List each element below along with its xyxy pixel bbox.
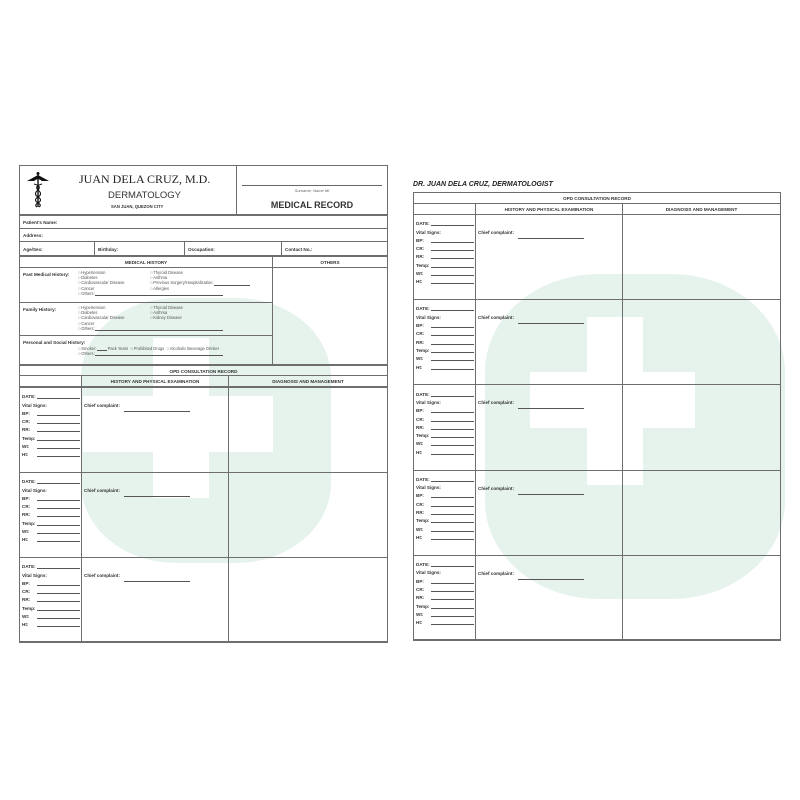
vital-field-wt[interactable] [416,438,474,446]
checkbox-cardiovascular[interactable]: ○ Cardiovascular Disease [78,280,223,285]
vital-signs-label: Vital Signs: [416,229,441,235]
family-history-options-col2 [150,305,183,321]
vital-label: CR: [416,586,425,592]
chief-complaint-field[interactable] [84,564,190,582]
vital-label: RR: [416,424,425,430]
vital-label: Wt: [22,529,30,535]
diagnosis-cell[interactable] [622,384,781,470]
vital-label: Ht: [22,622,29,628]
vital-input-line[interactable] [431,365,474,370]
vital-field-rr[interactable] [416,507,474,515]
checkbox-family-diabetes[interactable]: ○ Diabetes [78,310,223,315]
vital-label: Ht: [416,620,423,626]
vital-label: RR: [22,427,31,433]
vital-label: Wt: [416,356,424,362]
vital-label: Temp: [416,518,430,524]
vital-label: CR: [416,246,425,252]
history-exam-cell[interactable] [475,470,623,556]
date-field[interactable] [416,559,474,567]
vital-field-temp[interactable] [22,432,80,440]
vital-input-line[interactable] [431,356,474,361]
date-label: DATE: [22,564,36,570]
vital-input-line[interactable] [431,587,474,592]
vital-signs-label: Vital Signs: [416,399,441,405]
form-title: MEDICAL RECORD [270,200,354,210]
diagnosis-header: DIAGNOSIS AND MANAGEMENT [228,375,388,387]
specialty: DERMATOLOGY [108,190,182,201]
date-label: DATE: [416,306,430,312]
vital-label: RR: [416,254,425,260]
vital-label: BP: [416,237,424,243]
vital-input-line[interactable] [431,493,474,498]
vital-label: Temp: [416,433,430,439]
doctor-name: JUAN DELA CRUZ, M.D. [79,172,211,186]
chief-complaint-line[interactable] [518,235,584,239]
vital-label: Wt: [416,271,424,277]
history-exam-cell[interactable] [81,387,229,473]
vital-field-temp[interactable] [416,430,474,438]
vital-label: RR: [22,597,31,603]
chief-complaint-label: Chief complaint: [84,573,120,578]
vital-field-bp[interactable] [416,575,474,583]
vital-input-line[interactable] [431,340,474,345]
vitals-cell [413,555,476,641]
vital-field-cr[interactable] [416,413,474,421]
vital-input-line[interactable] [37,419,80,424]
vital-field-wt[interactable] [416,353,474,361]
vitals-cell [413,470,476,556]
vital-label: Ht: [416,449,423,455]
vital-input-line[interactable] [431,441,474,446]
date-field[interactable] [416,388,474,396]
vital-label: CR: [22,504,31,510]
vital-label: Ht: [416,534,423,540]
chief-complaint-label: Chief complaint: [84,488,120,493]
vital-input-line[interactable] [37,427,80,432]
vital-input-line[interactable] [431,263,474,268]
diagnosis-header: DIAGNOSIS AND MANAGEMENT [622,203,781,215]
checkbox-family-cancer[interactable]: ○ Cancer [78,321,223,326]
patient-name-line[interactable] [242,185,382,186]
opd-blank-header [19,375,82,387]
vital-label: Ht: [22,537,29,543]
vital-field-temp[interactable] [22,602,80,610]
checkbox-hypertension[interactable]: ○ Hypertension [78,270,223,275]
checkbox-thyroid[interactable]: ○ Thyroid Disease [150,270,250,275]
vital-field-wt[interactable] [22,441,80,449]
vital-input-line[interactable] [431,348,474,353]
vital-label: Wt: [22,614,30,620]
vital-input-line[interactable] [37,622,80,627]
vital-input-line[interactable] [37,597,80,602]
date-input-line[interactable] [431,392,474,397]
vital-label: BP: [416,578,424,584]
others-notes-box[interactable] [272,267,388,365]
vitals-cell [413,384,476,470]
vital-label: Wt: [416,441,424,447]
vital-input-line[interactable] [431,433,474,438]
past-medical-history: Past Medical History: ○ Hypertension ○ Diabetes ○ Cardiovascular Disease ○ Cancer ○ Others: ○ Thyroid Disease ○ Asthma ○ Previous Surgery/Hospitalization: ○ Allergies [19,267,273,303]
vital-field-bp[interactable] [22,578,80,586]
vital-label: Wt: [416,526,424,532]
medical-record-page [19,165,388,642]
vital-label: CR: [416,331,425,337]
vital-field-temp[interactable] [416,259,474,267]
chief-complaint-field[interactable] [84,394,190,412]
chief-complaint-line[interactable] [518,491,584,495]
diagnosis-cell[interactable] [622,214,781,300]
vital-field-rr[interactable] [416,251,474,259]
date-input-line[interactable] [431,562,474,567]
chief-complaint-field[interactable] [478,477,584,495]
date-label: DATE: [22,479,36,485]
vital-field-rr[interactable] [22,424,80,432]
vital-field-rr[interactable] [22,594,80,602]
date-input-line[interactable] [431,306,474,311]
vital-field-bp[interactable] [22,493,80,501]
vital-input-line[interactable] [37,436,80,441]
vital-field-cr[interactable] [416,243,474,251]
contact-label: Contact No.: [285,246,313,252]
vital-label: RR: [416,595,425,601]
vital-field-cr[interactable] [416,584,474,592]
vital-input-line[interactable] [37,614,80,619]
vital-input-line[interactable] [37,504,80,509]
checkbox-diabetes[interactable]: ○ Diabetes [78,275,223,280]
vital-input-line[interactable] [431,620,474,625]
checkbox-others[interactable]: ○ Others: [78,291,223,296]
opd-title: OPD CONSULTATION RECORD [19,365,388,376]
address-label: Address: [23,233,43,238]
caduceus-icon [26,171,50,209]
vital-label: RR: [416,510,425,516]
birthday-label: Birthday: [98,246,119,252]
vital-input-line[interactable] [431,408,474,413]
vital-input-line[interactable] [431,535,474,540]
chief-complaint-line[interactable] [518,576,584,580]
vital-signs-label: Vital Signs: [416,570,441,576]
patient-name-field[interactable] [19,215,388,229]
date-field[interactable] [22,391,80,399]
date-label: DATE: [416,562,430,568]
date-input-line[interactable] [431,477,474,482]
name-caption: Surname, Name MI [294,188,330,193]
history-exam-cell[interactable] [81,472,229,558]
checkbox-cancer[interactable]: ○ Cancer [78,286,223,291]
vital-field-ht[interactable] [416,361,474,369]
vital-input-line[interactable] [37,521,80,526]
vital-field-cr[interactable] [22,586,80,594]
date-input-line[interactable] [37,564,80,569]
vital-label: Temp: [416,262,430,268]
chief-complaint-label: Chief complaint: [478,485,514,491]
vital-label: Wt: [22,444,30,450]
vital-field-wt[interactable] [416,523,474,531]
date-field[interactable] [416,474,474,482]
chief-complaint-field[interactable] [478,221,584,239]
diagnosis-cell[interactable] [228,387,388,473]
chief-complaint-label: Chief complaint: [478,315,514,321]
vital-field-temp[interactable] [416,345,474,353]
vital-label: BP: [22,410,30,416]
age-sex-field[interactable] [19,241,95,256]
vital-input-line[interactable] [431,595,474,600]
vital-input-line[interactable] [37,512,80,517]
vitals-cell [19,387,82,473]
occupation-label: Occupation: [188,246,215,252]
vital-field-cr[interactable] [22,416,80,424]
vitals-cell [413,214,476,300]
medical-history-header: MEDICAL HISTORY [19,256,273,268]
vital-field-rr[interactable] [22,509,80,517]
vital-field-bp[interactable] [416,320,474,328]
clinic-location: SAN JUAN, QUEZON CITY [111,204,164,209]
vital-field-ht[interactable] [416,446,474,454]
vital-input-line[interactable] [431,279,474,284]
history-exam-cell[interactable] [475,555,623,641]
checkbox-prohibited-drugs[interactable]: ○ Prohibited Drugs [130,346,164,351]
vital-input-line[interactable] [431,331,474,336]
vitals-cell [19,472,82,558]
vital-field-rr[interactable] [416,592,474,600]
address-field[interactable] [19,228,388,242]
chief-complaint-label: Chief complaint: [478,230,514,235]
vital-input-line[interactable] [431,518,474,523]
vital-field-ht[interactable] [22,449,80,457]
vital-input-line[interactable] [431,510,474,515]
date-field[interactable] [416,218,474,226]
vital-label: BP: [22,495,30,501]
chief-complaint-field[interactable] [478,391,584,409]
vital-input-line[interactable] [431,425,474,430]
vital-label: Temp: [416,603,430,609]
history-exam-cell[interactable] [81,557,229,643]
vital-field-bp[interactable] [416,490,474,498]
date-label: DATE: [416,391,430,397]
vital-input-line[interactable] [431,604,474,609]
vital-field-ht[interactable] [416,617,474,625]
vital-field-cr[interactable] [22,501,80,509]
occupation-field[interactable] [184,241,282,256]
history-exam-cell[interactable] [475,384,623,470]
vital-label: Temp: [22,435,36,441]
family-history: Family History: ○ Hypertension ○ Diabetes ○ Cardiovascular Disease ○ Cancer ○ Others: ○ Thyroid Disease ○ Asthma ○ Kidney Disease [19,302,273,336]
vital-input-line[interactable] [37,452,80,457]
vital-field-ht[interactable] [22,534,80,542]
vital-field-bp[interactable] [416,405,474,413]
history-exam-cell[interactable] [475,299,623,385]
personal-history-options [78,346,223,356]
vital-input-line[interactable] [37,589,80,594]
chief-complaint-line[interactable] [518,405,584,409]
vital-field-bp[interactable] [22,408,80,416]
vital-label: Wt: [416,611,424,617]
vital-label: BP: [22,580,30,586]
diagnosis-cell[interactable] [622,555,781,641]
vital-field-temp[interactable] [416,600,474,608]
diagnosis-cell[interactable] [228,472,388,558]
vital-label: Temp: [22,605,36,611]
checkbox-alcohol[interactable]: ○ Alcoholic Beverage Drinker [167,346,220,351]
chief-complaint-label: Chief complaint: [478,400,514,406]
vital-label: BP: [416,408,424,414]
vital-input-line[interactable] [37,411,80,416]
vital-field-temp[interactable] [22,517,80,525]
vital-label: CR: [416,501,425,507]
vital-label: Ht: [22,452,29,458]
birthday-field[interactable] [94,241,185,256]
vitals-cell [19,557,82,643]
vital-input-line[interactable] [431,417,474,422]
vital-input-line[interactable] [37,496,80,501]
vital-field-wt[interactable] [22,526,80,534]
checkbox-previous-surgery[interactable]: ○ Previous Surgery/Hospitalization: [150,280,250,285]
patient-name-label: Patient's Name: [23,220,58,225]
vital-input-line[interactable] [37,529,80,534]
chief-complaint-field[interactable] [478,562,584,580]
date-label: DATE: [416,221,430,227]
vital-signs-label: Vital Signs: [22,487,47,493]
others-header: OTHERS [272,256,388,268]
date-input-line[interactable] [37,479,80,484]
vital-input-line[interactable] [37,606,80,611]
vital-input-line[interactable] [431,323,474,328]
vital-field-ht[interactable] [22,619,80,627]
vital-input-line[interactable] [431,254,474,259]
diagnosis-cell[interactable] [622,299,781,385]
vital-input-line[interactable] [37,537,80,542]
chief-complaint-label: Chief complaint: [84,403,120,408]
vital-input-line[interactable] [431,612,474,617]
checkbox-smoker[interactable]: ○ Smoker: Pack Years [78,346,128,351]
chief-complaint-label: Chief complaint: [478,570,514,576]
vital-field-wt[interactable] [22,611,80,619]
vital-field-wt[interactable] [416,609,474,617]
vital-signs-label: Vital Signs: [416,485,441,491]
date-field[interactable] [22,561,80,569]
vital-label: Ht: [416,364,423,370]
vital-label: BP: [416,323,424,329]
checkbox-family-others[interactable]: ○ Others: [78,326,223,331]
vital-input-line[interactable] [37,444,80,449]
vital-label: Temp: [416,347,430,353]
vital-field-cr[interactable] [416,498,474,506]
checkbox-personal-others[interactable]: ○ Others: [78,351,223,356]
vital-label: CR: [416,416,425,422]
checkbox-family-cardiovascular[interactable]: ○ Cardiovascular Disease [78,315,223,320]
personal-social-history: Personal and Social History: ○ Smoker: Pack Years ○ Prohibited Drugs ○ Alcoholic Beverage Drinker ○ Others: [19,335,273,365]
vital-field-cr[interactable] [416,328,474,336]
diagnosis-cell[interactable] [622,470,781,556]
vital-field-wt[interactable] [416,268,474,276]
date-input-line[interactable] [431,221,474,226]
vital-field-ht[interactable] [416,532,474,540]
date-label: DATE: [416,476,430,482]
vital-signs-label: Vital Signs: [22,402,47,408]
contact-field[interactable] [281,241,388,256]
diagnosis-cell[interactable] [228,557,388,643]
chief-complaint-line[interactable] [124,408,190,412]
vital-label: Temp: [22,520,36,526]
vital-field-ht[interactable] [416,276,474,284]
record-title-box [236,165,388,215]
vital-signs-label: Vital Signs: [416,314,441,320]
vital-field-temp[interactable] [416,515,474,523]
chief-complaint-line[interactable] [124,493,190,497]
chief-complaint-line[interactable] [518,320,584,324]
past-history-options-col2 [150,270,250,291]
vital-input-line[interactable] [431,579,474,584]
date-field[interactable] [416,303,474,311]
vital-input-line[interactable] [37,581,80,586]
vital-input-line[interactable] [431,527,474,532]
vital-signs-label: Vital Signs: [22,572,47,578]
opd-continuation-page [413,192,781,640]
vital-field-rr[interactable] [416,336,474,344]
age-sex-label: Age/Sex: [23,246,43,252]
vitals-cell [413,299,476,385]
checkbox-family-thyroid[interactable]: ○ Thyroid Disease [150,305,183,310]
history-exam-header: HISTORY AND PHYSICAL EXAMINATION [475,203,623,215]
checkbox-family-asthma[interactable]: ○ Asthma [150,310,183,315]
date-input-line[interactable] [37,394,80,399]
vital-input-line[interactable] [431,246,474,251]
vital-label: CR: [22,419,31,425]
date-field[interactable] [22,476,80,484]
checkbox-family-kidney[interactable]: ○ Kidney Disease [150,315,183,320]
vital-input-line[interactable] [431,502,474,507]
opd-title: OPD CONSULTATION RECORD [413,192,781,204]
history-exam-cell[interactable] [475,214,623,300]
vital-label: RR: [416,339,425,345]
date-label: DATE: [22,394,36,400]
chief-complaint-line[interactable] [124,578,190,582]
checkbox-family-hypertension[interactable]: ○ Hypertension [78,305,223,310]
doctor-header [19,165,237,215]
vital-input-line[interactable] [431,238,474,243]
vital-label: RR: [22,512,31,518]
chief-complaint-field[interactable] [84,479,190,497]
vital-label: Ht: [416,279,423,285]
continuation-page-title: DR. JUAN DELA CRUZ, DERMATOLOGIST [413,181,553,188]
vital-label: CR: [22,589,31,595]
checkbox-allergies[interactable]: ○ Allergies [150,286,250,291]
history-exam-header: HISTORY AND PHYSICAL EXAMINATION [81,375,229,387]
chief-complaint-field[interactable] [478,306,584,324]
checkbox-asthma[interactable]: ○ Asthma [150,275,250,280]
vital-input-line[interactable] [431,450,474,455]
vital-label: BP: [416,493,424,499]
vital-field-rr[interactable] [416,422,474,430]
vital-field-bp[interactable] [416,235,474,243]
vital-input-line[interactable] [431,271,474,276]
